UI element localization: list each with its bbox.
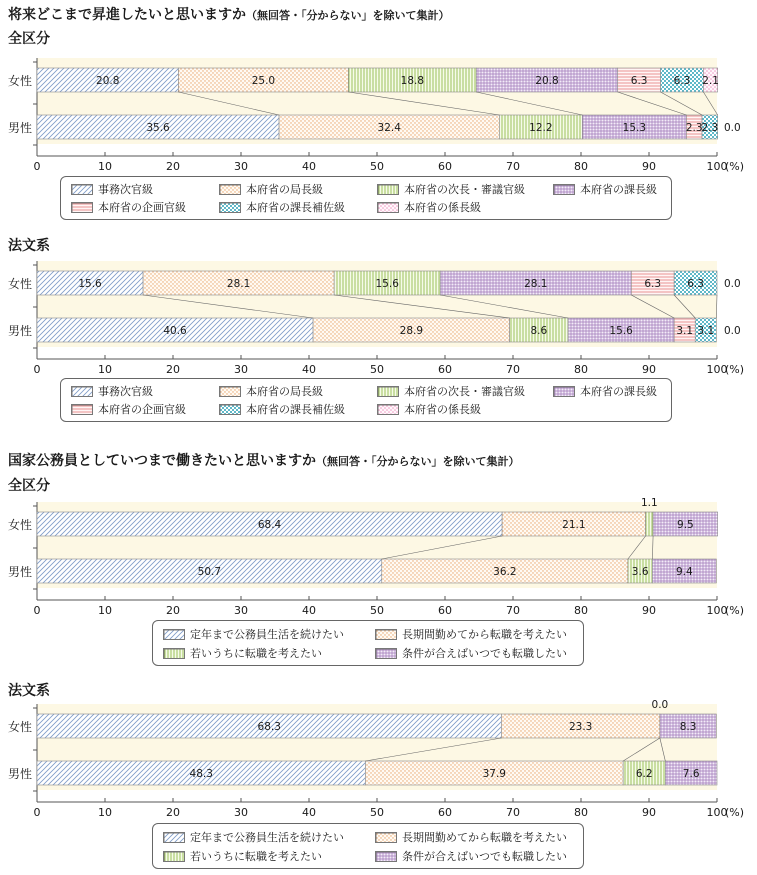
legend-item bbox=[219, 403, 345, 417]
x-tick-label: 90 bbox=[642, 806, 656, 819]
legend-swatch bbox=[71, 386, 93, 397]
x-tick-label: 20 bbox=[166, 604, 180, 617]
legend-label: 本府省の課長級 bbox=[580, 183, 657, 196]
x-tick-label: 60 bbox=[438, 160, 452, 173]
data-label: 15.6 bbox=[609, 325, 633, 337]
data-label: 15.6 bbox=[78, 278, 102, 290]
legend-item bbox=[163, 831, 344, 845]
data-label: 1.1 bbox=[640, 497, 658, 509]
legend-swatch bbox=[375, 629, 397, 640]
legend-label: 条件が合えばいつでも転職したい bbox=[402, 647, 567, 660]
x-tick-label: 40 bbox=[302, 160, 316, 173]
legend-label: 本府省の係長級 bbox=[404, 403, 481, 416]
data-label: 23.3 bbox=[568, 721, 593, 733]
data-label: 6.3 bbox=[687, 278, 704, 290]
legend-2 bbox=[60, 378, 672, 422]
legend-label: 若いうちに転職を考えたい bbox=[190, 647, 322, 660]
x-tick-label: 90 bbox=[642, 604, 656, 617]
x-tick-label: 10 bbox=[98, 604, 112, 617]
legend-item bbox=[377, 183, 525, 197]
category-label: 女性 bbox=[8, 720, 33, 734]
data-label: 6.2 bbox=[635, 768, 653, 780]
x-tick-label: 40 bbox=[302, 363, 316, 376]
x-tick-label: 80 bbox=[574, 160, 588, 173]
data-label: 20.8 bbox=[535, 75, 559, 87]
x-tick-label: 70 bbox=[506, 363, 520, 376]
legend-item bbox=[71, 385, 153, 399]
data-label: 28.1 bbox=[226, 278, 251, 290]
data-label: 0.0 bbox=[724, 278, 741, 290]
legend-swatch bbox=[163, 648, 185, 659]
data-label: 7.6 bbox=[682, 768, 700, 780]
x-axis-unit: (%) bbox=[725, 363, 745, 376]
data-label: 9.4 bbox=[676, 566, 693, 578]
legend-item bbox=[375, 850, 567, 864]
legend-swatch bbox=[553, 386, 575, 397]
legend-swatch bbox=[163, 629, 185, 640]
question-1-note: （無回答・「分からない」を除いて集計） bbox=[246, 9, 450, 22]
x-tick-label: 50 bbox=[370, 604, 384, 617]
x-tick-label: 10 bbox=[98, 363, 112, 376]
x-axis-unit: (%) bbox=[725, 806, 745, 819]
data-label: 28.9 bbox=[399, 325, 424, 337]
legend-swatch bbox=[377, 386, 399, 397]
legend-3 bbox=[152, 620, 584, 666]
legend-swatch bbox=[375, 648, 397, 659]
question-1-text: 将来どこまで昇進したいと思いますか bbox=[8, 7, 246, 23]
legend-item bbox=[553, 183, 657, 197]
data-label: 2.3 bbox=[685, 122, 703, 134]
x-tick-label: 30 bbox=[234, 160, 248, 173]
legend-swatch bbox=[219, 202, 241, 213]
data-label: 18.8 bbox=[400, 75, 425, 87]
legend-swatch bbox=[163, 832, 185, 843]
legend-label: 本府省の次長・審議官級 bbox=[404, 385, 525, 398]
legend-swatch bbox=[219, 386, 241, 397]
x-tick-label: 60 bbox=[438, 806, 452, 819]
legend-label: 本府省の課長級 bbox=[580, 385, 657, 398]
legend-swatch bbox=[71, 202, 93, 213]
legend-item bbox=[219, 385, 323, 399]
x-axis-unit: (%) bbox=[725, 160, 745, 173]
x-tick-label: 10 bbox=[98, 160, 112, 173]
x-tick-label: 100 bbox=[706, 160, 728, 173]
chart-3 bbox=[0, 496, 757, 626]
x-tick-label: 70 bbox=[506, 806, 520, 819]
data-label: 0.0 bbox=[651, 699, 669, 711]
x-tick-label: 80 bbox=[574, 806, 588, 819]
data-label: 35.6 bbox=[146, 122, 170, 134]
data-label: 20.8 bbox=[96, 75, 120, 87]
legend-swatch bbox=[163, 851, 185, 862]
data-label: 32.4 bbox=[377, 122, 401, 134]
data-label: 9.5 bbox=[677, 519, 694, 531]
x-tick-label: 20 bbox=[166, 806, 180, 819]
legend-label: 本府省の局長級 bbox=[246, 183, 323, 196]
legend-label: 本府省の企画官級 bbox=[98, 403, 186, 416]
legend-item bbox=[163, 850, 322, 864]
data-label: 68.3 bbox=[257, 721, 281, 733]
data-label: 8.3 bbox=[679, 721, 697, 733]
x-tick-label: 100 bbox=[706, 604, 728, 617]
legend-item bbox=[377, 403, 481, 417]
x-tick-label: 60 bbox=[438, 604, 452, 617]
legend-item bbox=[71, 183, 153, 197]
data-label: 40.6 bbox=[163, 325, 187, 337]
x-tick-label: 20 bbox=[166, 363, 180, 376]
legend-label: 本府省の企画官級 bbox=[98, 201, 186, 214]
legend-label: 事務次官級 bbox=[98, 183, 153, 196]
question-1-title bbox=[8, 4, 450, 24]
legend-item bbox=[553, 385, 657, 399]
bar-segment bbox=[646, 512, 653, 536]
chart-4-section-title: 法文系 bbox=[8, 683, 50, 699]
legend-swatch bbox=[71, 184, 93, 195]
legend-swatch bbox=[219, 404, 241, 415]
data-label: 3.6 bbox=[631, 566, 649, 578]
legend-item bbox=[163, 647, 322, 661]
legend-label: 本府省の係長級 bbox=[404, 201, 481, 214]
legend-swatch bbox=[377, 184, 399, 195]
question-2-title bbox=[8, 450, 520, 470]
legend-item bbox=[219, 201, 345, 215]
legend-label: 長期間勤めてから転職を考えたい bbox=[402, 628, 567, 641]
category-label: 女性 bbox=[8, 277, 33, 291]
chart-1-section-title: 全区分 bbox=[8, 31, 50, 47]
legend-item bbox=[375, 831, 567, 845]
x-tick-label: 0 bbox=[33, 604, 41, 617]
legend-label: 本府省の課長補佐級 bbox=[246, 201, 345, 214]
legend-label: 定年まで公務員生活を続けたい bbox=[190, 831, 344, 844]
x-tick-label: 10 bbox=[98, 806, 112, 819]
legend-label: 若いうちに転職を考えたい bbox=[190, 850, 322, 863]
x-tick-label: 40 bbox=[302, 604, 316, 617]
x-tick-label: 100 bbox=[706, 363, 728, 376]
data-label: 12.2 bbox=[529, 122, 553, 134]
category-label: 男性 bbox=[8, 565, 33, 579]
x-tick-label: 60 bbox=[438, 363, 452, 376]
x-tick-label: 70 bbox=[506, 160, 520, 173]
x-tick-label: 80 bbox=[574, 604, 588, 617]
legend-swatch bbox=[219, 184, 241, 195]
legend-1 bbox=[60, 176, 672, 220]
legend-label: 定年まで公務員生活を続けたい bbox=[190, 628, 344, 641]
legend-label: 本府省の課長補佐級 bbox=[246, 403, 345, 416]
x-tick-label: 30 bbox=[234, 604, 248, 617]
legend-item bbox=[377, 385, 525, 399]
category-label: 男性 bbox=[8, 767, 33, 781]
data-label: 15.3 bbox=[622, 122, 647, 134]
legend-swatch bbox=[553, 184, 575, 195]
data-label: 21.1 bbox=[562, 519, 586, 531]
x-tick-label: 0 bbox=[33, 160, 41, 173]
x-tick-label: 90 bbox=[642, 160, 656, 173]
legend-label: 長期間勤めてから転職を考えたい bbox=[402, 831, 567, 844]
legend-label: 事務次官級 bbox=[98, 385, 153, 398]
legend-swatch bbox=[71, 404, 93, 415]
data-label: 37.9 bbox=[482, 768, 506, 780]
x-tick-label: 90 bbox=[642, 363, 656, 376]
x-tick-label: 100 bbox=[706, 806, 728, 819]
data-label: 0.0 bbox=[724, 325, 741, 337]
x-tick-label: 30 bbox=[234, 806, 248, 819]
x-tick-label: 50 bbox=[370, 806, 384, 819]
question-2-text: 国家公務員としていつまで働きたいと思いますか bbox=[8, 453, 316, 469]
legend-item bbox=[375, 647, 567, 661]
data-label: 28.1 bbox=[524, 278, 548, 290]
legend-item bbox=[219, 183, 323, 197]
x-tick-label: 70 bbox=[506, 604, 520, 617]
legend-swatch bbox=[375, 851, 397, 862]
data-label: 50.7 bbox=[197, 566, 222, 578]
data-label: 3.1 bbox=[697, 325, 715, 337]
category-label: 男性 bbox=[8, 121, 33, 135]
legend-label: 条件が合えばいつでも転職したい bbox=[402, 850, 567, 863]
legend-item bbox=[377, 201, 481, 215]
category-label: 女性 bbox=[8, 74, 33, 88]
x-tick-label: 0 bbox=[33, 806, 41, 819]
x-tick-label: 40 bbox=[302, 806, 316, 819]
legend-item bbox=[71, 403, 186, 417]
chart-1 bbox=[0, 52, 757, 182]
x-tick-label: 30 bbox=[234, 363, 248, 376]
chart-2-section-title: 法文系 bbox=[8, 238, 50, 254]
legend-swatch bbox=[375, 832, 397, 843]
data-label: 48.3 bbox=[189, 768, 213, 780]
x-tick-label: 50 bbox=[370, 160, 384, 173]
chart-4 bbox=[0, 698, 757, 828]
category-label: 女性 bbox=[8, 518, 33, 532]
legend-swatch bbox=[377, 404, 399, 415]
question-2-note: （無回答・「分からない」を除いて集計） bbox=[316, 455, 520, 468]
data-label: 6.3 bbox=[630, 75, 648, 87]
x-tick-label: 0 bbox=[33, 363, 41, 376]
legend-item bbox=[163, 628, 344, 642]
legend-item bbox=[375, 628, 567, 642]
data-label: 0.0 bbox=[724, 122, 741, 134]
data-label: 68.4 bbox=[257, 519, 282, 531]
data-label: 3.1 bbox=[676, 325, 694, 337]
chart-2 bbox=[0, 255, 757, 385]
legend-label: 本府省の次長・審議官級 bbox=[404, 183, 525, 196]
data-label: 25.0 bbox=[251, 75, 276, 87]
legend-label: 本府省の局長級 bbox=[246, 385, 323, 398]
data-label: 36.2 bbox=[493, 566, 517, 578]
data-label: 6.3 bbox=[673, 75, 691, 87]
data-label: 2.3 bbox=[701, 122, 719, 134]
x-axis-unit: (%) bbox=[725, 604, 745, 617]
data-label: 15.6 bbox=[375, 278, 399, 290]
legend-swatch bbox=[377, 202, 399, 213]
data-label: 6.3 bbox=[644, 278, 662, 290]
legend-item bbox=[71, 201, 186, 215]
data-label: 2.1 bbox=[702, 75, 719, 87]
category-label: 男性 bbox=[8, 324, 33, 338]
x-tick-label: 20 bbox=[166, 160, 180, 173]
chart-3-section-title: 全区分 bbox=[8, 478, 50, 494]
x-tick-label: 50 bbox=[370, 363, 384, 376]
x-tick-label: 80 bbox=[574, 363, 588, 376]
data-label: 8.6 bbox=[530, 325, 548, 337]
legend-4 bbox=[152, 823, 584, 869]
